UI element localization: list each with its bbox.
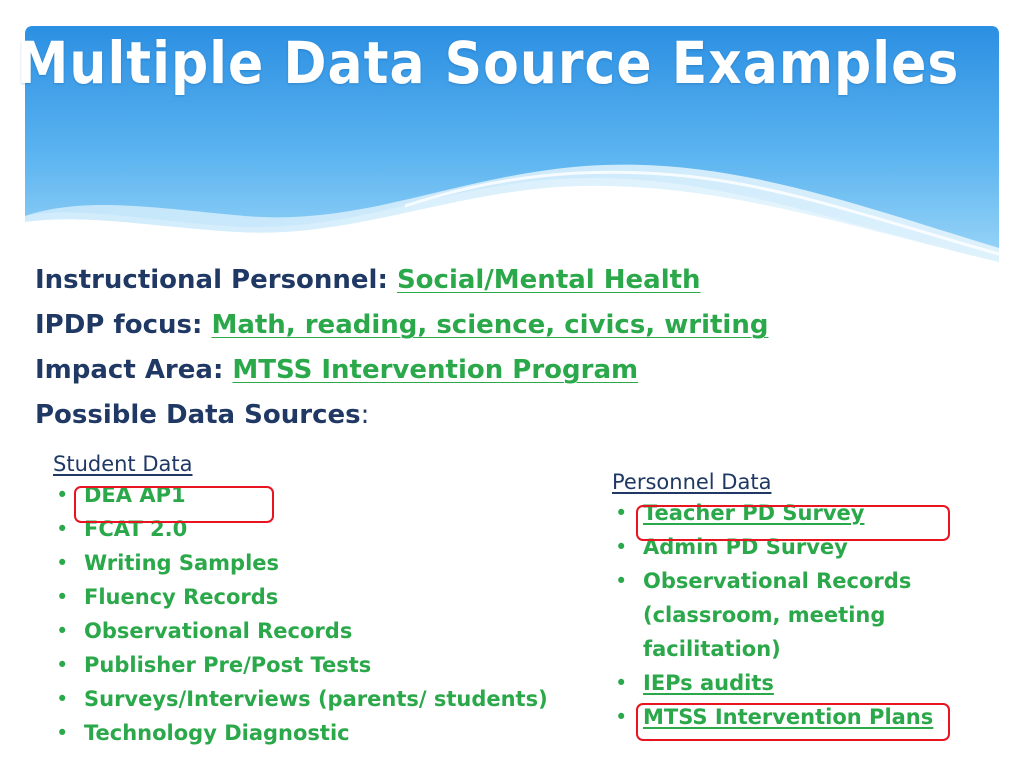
highlight-outline-teacher-pd-survey (636, 505, 950, 541)
list-item-text: FCAT 2.0 (84, 517, 188, 541)
bullet-icon: • (56, 653, 69, 677)
bullet-icon: • (56, 721, 69, 745)
list-item (53, 648, 548, 682)
info-block (35, 258, 768, 438)
student-data-heading: Student Data (53, 452, 193, 476)
info-colon: : (360, 400, 370, 430)
bullet-icon: • (615, 535, 628, 559)
personnel-data-heading: Personnel Data (612, 470, 772, 494)
info-line-impact (35, 348, 768, 393)
info-line-ipdp (35, 303, 768, 348)
bullet-icon: • (615, 501, 628, 525)
list-item-text: Surveys/Interviews (parents/ students) (84, 687, 548, 711)
list-item (53, 682, 548, 716)
bullet-icon: • (56, 585, 69, 609)
list-item-text: MTSS Intervention Plans (643, 705, 934, 729)
list-item-text: Observational Records (84, 619, 353, 643)
list-item-text: DEA AP1 (84, 483, 186, 507)
list-item-text: Publisher Pre/Post Tests (84, 653, 372, 677)
info-label: Possible Data Sources (35, 400, 361, 430)
highlight-outline-mtss-plans (636, 703, 950, 741)
list-item (53, 614, 548, 648)
info-label: IPDP focus: (35, 310, 203, 340)
info-value: Math, reading, science, civics, writing (211, 310, 769, 340)
bullet-icon: • (56, 687, 69, 711)
list-item (53, 546, 548, 580)
list-item-text: Technology Diagnostic (84, 721, 350, 745)
info-label: Instructional Personnel: (35, 265, 388, 295)
bullet-icon: • (56, 517, 69, 541)
list-item-text: Teacher PD Survey (643, 501, 865, 525)
list-item-text: IEPs audits (643, 671, 774, 695)
slide-title: Multiple Data Source Examples (16, 30, 960, 98)
highlight-outline-dea-ap1 (74, 486, 274, 523)
list-item (612, 564, 933, 666)
info-value: MTSS Intervention Program (232, 355, 639, 385)
info-line-personnel (35, 258, 768, 303)
info-line-sources (35, 393, 768, 438)
list-item-text-continued: (classroom, meeting (643, 603, 886, 627)
bullet-icon: • (56, 619, 69, 643)
bullet-icon: • (615, 705, 628, 729)
bullet-icon: • (615, 671, 628, 695)
bullet-icon: • (56, 551, 69, 575)
info-value: Social/Mental Health (396, 265, 701, 295)
list-item-text-continued: facilitation) (643, 637, 781, 661)
list-item-text: Fluency Records (84, 585, 279, 609)
list-item (612, 666, 933, 700)
bullet-icon: • (56, 483, 69, 507)
list-item-text: Admin PD Survey (643, 535, 848, 559)
list-item (53, 580, 548, 614)
info-label: Impact Area: (35, 355, 224, 385)
list-item (53, 716, 548, 750)
list-item-text: Writing Samples (84, 551, 280, 575)
bullet-icon: • (615, 569, 628, 593)
list-item-text: Observational Records (643, 569, 912, 593)
